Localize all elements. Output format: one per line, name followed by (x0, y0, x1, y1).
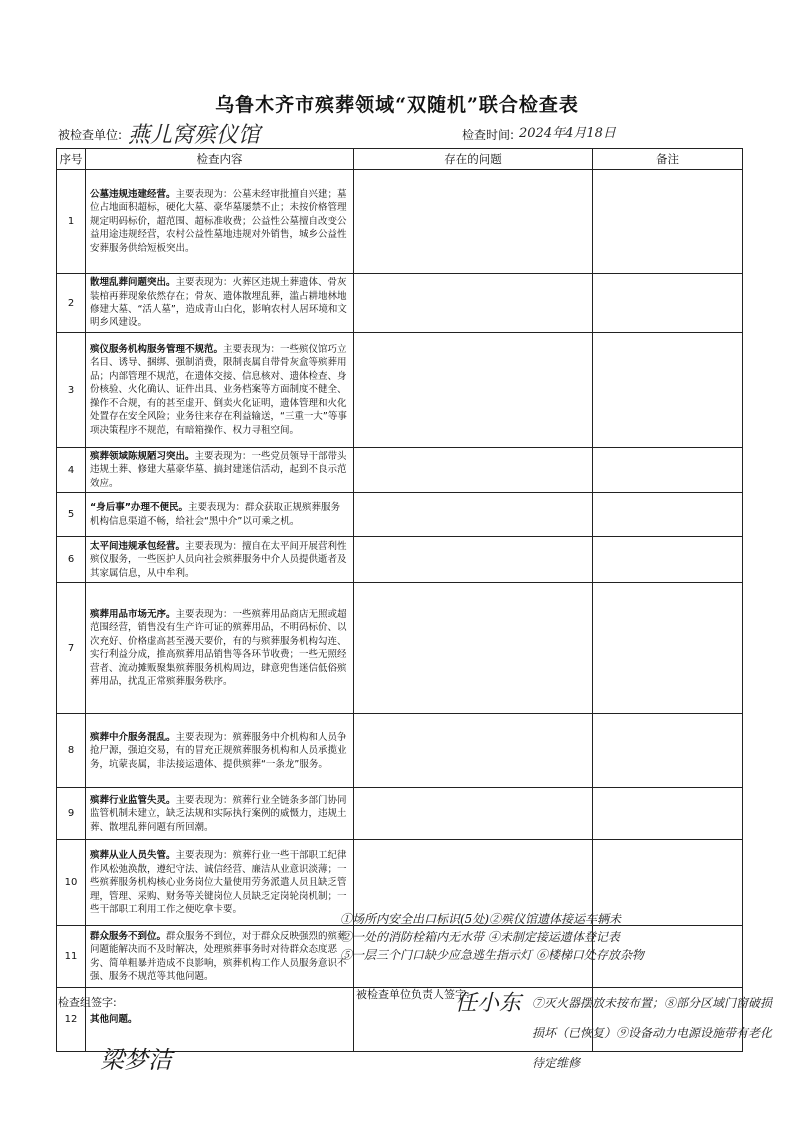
row-problem-cell[interactable] (354, 170, 593, 274)
row-index: 5 (57, 493, 86, 537)
check-time-handwritten: 2024年4月18日 (519, 126, 616, 141)
row-heading: 殡葬行业监管失灵。 (90, 794, 176, 806)
row-index: 9 (57, 788, 86, 840)
row-index: 3 (57, 333, 86, 448)
handwritten-problem-line-4: ⑦灭火器摆放未按布置；⑧部分区域门窗破损 (532, 996, 773, 1010)
handwritten-problem-line-2: ②一处的消防栓箱内无水带 ④未制定接运遗体登记表 (340, 930, 620, 944)
table-row (57, 493, 743, 537)
handwritten-problem-line-1: ①场所内安全出口标识(5处)②殡仪馆遗体接运车辆未 (340, 912, 622, 926)
row-content (86, 583, 354, 714)
row-text: 群众服务不到位，对于群众反映强烈的殡葬问题能解决而不及时解决，处理殡葬事务时对待群众态度恶劣、简单粗暴并造成不良影响，殡葬机构工作人员服务意识不强、服务不规范等其他问题。 (90, 930, 347, 983)
row-text: 主要表现为：殡葬服务中介机构和人员争抢尸源，强迫交易，有的冒充正规殡葬服务机构和人员承揽业务，坑蒙丧属，非法接运遗体、提供殡葬“一条龙”服务。 (90, 731, 347, 770)
row-problem-cell[interactable] (354, 448, 593, 493)
row-index: 11 (57, 926, 86, 988)
row-content (86, 493, 354, 537)
responsible-signature-label: 被检查单位负责人签字: (356, 988, 470, 1001)
row-problem-cell[interactable] (354, 333, 593, 448)
header-index: 序号 (57, 149, 86, 170)
row-problem-cell[interactable] (354, 583, 593, 714)
row-heading: 殡葬从业人员失管。 (90, 850, 176, 862)
table-row (57, 788, 743, 840)
row-text: 主要表现为：火葬区违规土葬遗体、骨灰装棺再葬现象依然存在；骨灰、遗体散埋乱葬，滥占耕地林地修建大墓、“活人墓”，造成青山白化，影响农村人居环境和文明乡风建设。 (90, 277, 347, 329)
row-content (86, 170, 354, 274)
row-heading: 殡葬中介服务混乱。 (90, 731, 176, 743)
header-remarks: 备注 (593, 149, 743, 170)
row-heading: 公墓违规违建经营。 (90, 188, 176, 200)
row-text: 主要表现为：殡葬行业全链条多部门协同监管机制未建立，缺乏法规和实际执行案例的威慑力，违规土葬、散埋乱葬问题有所回潮。 (90, 794, 347, 833)
row-index: 6 (57, 537, 86, 583)
row-problem-cell[interactable] (354, 788, 593, 840)
inspector-signature: 梁梦洁 (100, 1046, 172, 1074)
row-index: 7 (57, 583, 86, 714)
row-index: 10 (57, 840, 86, 926)
row-index: 2 (57, 274, 86, 333)
row-problem-cell[interactable] (354, 274, 593, 333)
row-remark-cell[interactable] (593, 493, 743, 537)
table-row (57, 448, 743, 493)
table-row (57, 170, 743, 274)
row-heading: “身后事”办理不便民。 (90, 502, 188, 514)
row-text: 主要表现为：殡葬行业一些干部职工纪律作风松弛涣散，遵纪守法、诚信经营、廉洁从业意识淡薄；一些殡葬服务机构核心业务岗位大量使用劳务派遣人员且缺乏管理，管理、采购、财务等关键岗位人员缺乏定岗轮岗机制；一些干部职工利用工作之便吃拿卡要。 (90, 850, 347, 916)
row-index: 8 (57, 714, 86, 788)
row-content (86, 274, 354, 333)
row-remark-cell[interactable] (593, 333, 743, 448)
table-row (57, 714, 743, 788)
row-content (86, 333, 354, 448)
row-index: 12 (57, 988, 86, 1052)
row-content (86, 926, 354, 988)
header-content: 检查内容 (86, 149, 354, 170)
row-problem-cell[interactable] (354, 493, 593, 537)
row-remark-cell[interactable] (593, 274, 743, 333)
row-remark-cell[interactable] (593, 714, 743, 788)
row-heading: 殡仪服务机构服务管理不规范。 (90, 343, 224, 355)
row-text: 主要表现为：公墓未经审批擅自兴建；墓位占地面积超标，硬化大墓、豪华墓屡禁不止；未按价格管理规定明码标价，超范围、超标准收费；公益性公墓擅自改变公益用途违规经营，农村公益性墓地违规对外销售，城乡公益性安葬服务供给短板突出。 (90, 188, 347, 254)
handwritten-problem-line-6: 待定维修 (532, 1056, 581, 1070)
row-content (86, 788, 354, 840)
row-problem-cell[interactable] (354, 714, 593, 788)
inspected-unit-label: 被检查单位: (58, 128, 123, 142)
row-heading: 太平间违规承包经营。 (90, 540, 186, 552)
row-content (86, 714, 354, 788)
row-content (86, 840, 354, 926)
row-heading: 群众服务不到位。 (90, 930, 167, 942)
table-header-row (57, 149, 743, 170)
table-row (57, 583, 743, 714)
row-content (86, 448, 354, 493)
row-remark-cell[interactable] (593, 788, 743, 840)
row-heading: 殡葬用品市场无序。 (90, 609, 176, 620)
handwritten-problem-line-3: ⑤一层三个门口缺少应急逃生指示灯 ⑥楼梯口处存放杂物 (340, 948, 644, 962)
inspector-signature-label: 检查组签字: (58, 996, 117, 1009)
row-remark-cell[interactable] (593, 170, 743, 274)
inspected-unit-handwritten: 燕儿窝殡仪馆 (128, 123, 261, 148)
row-text: 主要表现为：群众获取正规殡葬服务机构信息渠道不畅，给社会“黑中介”以可乘之机。 (90, 502, 341, 527)
row-index: 4 (57, 448, 86, 493)
row-text: 主要表现为：一些殡葬用品商店无照或超范围经营，销售没有生产许可证的殡葬用品，不明码标价、以次充好、价格虚高甚至漫天要价，有的与殡葬服务机构勾连、实行利益分成，推高殡葬用品销售等各环节收费；一些无照经营者、流动摊贩聚集殡葬服务机构周边，肆意兜售迷信低俗殡葬用品，扰乱正常殡葬服务秩序。 (90, 609, 347, 688)
row-text: 主要表现为：一些殡仪馆巧立名目、诱导、捆绑、强制消费，限制丧属自带骨灰盒等殡葬用品；内部管理不规范，在遗体交接、信息核对、遗体检查、身份核验、火化确认、证件出具、业务档案等方面制度不健全、操作不合规，有的甚至虚开、倒卖火化证明，遗体管理和火化处置存在安全风险；业务往来存在利益输送，“三重一大”等事项决策程序不规范，有暗箱操作、权力寻租空间。 (90, 343, 347, 436)
row-text: 主要表现为：擅自在太平间开展营利性殡仪服务，一些医护人员向社会殡葬服务中介人员提供逝者及其家属信息，从中牟利。 (90, 540, 347, 579)
row-heading: 散埋乱葬问题突出。 (90, 277, 176, 289)
row-remark-cell[interactable] (593, 448, 743, 493)
table-row (57, 537, 743, 583)
row-remark-cell[interactable] (593, 537, 743, 583)
row-text: 主要表现为：一些党员领导干部带头违规土葬、修建大墓豪华墓、搞封建迷信活动，起到不良示范效应。 (90, 451, 347, 489)
handwritten-problem-line-5: 损坏（已恢复）⑨设备动力电源设施带有老化 (532, 1026, 773, 1040)
row-heading: 其他问题。 (90, 1014, 138, 1026)
check-time-label: 检查时间: (462, 128, 515, 142)
row-index: 1 (57, 170, 86, 274)
row-content (86, 537, 354, 583)
row-remark-cell[interactable] (593, 583, 743, 714)
table-row (57, 333, 743, 448)
header-problems: 存在的问题 (354, 149, 593, 170)
page-title: 乌鲁木齐市殡葬领域“双随机”联合检查表 (215, 94, 579, 116)
row-problem-cell[interactable] (354, 537, 593, 583)
responsible-signature: 任小东 (455, 991, 522, 1016)
row-heading: 殡葬领域陈规陋习突出。 (90, 451, 195, 462)
table-row (57, 274, 743, 333)
